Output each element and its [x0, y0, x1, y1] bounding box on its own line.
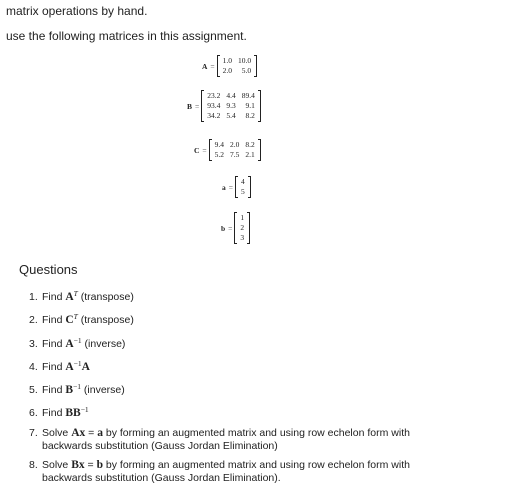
- question-number: 4.: [29, 360, 38, 373]
- math-symbol: C: [65, 314, 74, 327]
- question-number: 5.: [29, 384, 38, 397]
- equals-sign: =: [210, 61, 215, 71]
- question-3: [29, 334, 513, 351]
- matrix-a-equation: [202, 55, 257, 77]
- question-number: 1.: [29, 291, 38, 303]
- matrix-cell: 8.2: [245, 111, 255, 120]
- matrix-cell: 7.5: [230, 150, 240, 159]
- matrix-cell: 9.1: [245, 101, 255, 110]
- matrix-cell: 5.0: [241, 66, 252, 75]
- matrix-cell: 8.2: [245, 140, 255, 149]
- equals-sign: =: [228, 182, 233, 192]
- question-number: 7.: [29, 426, 38, 439]
- matrix-cell: 2: [240, 223, 245, 232]
- math-superscript: T: [73, 312, 78, 322]
- question-text: (inverse): [81, 337, 126, 350]
- question-1: [29, 287, 513, 304]
- matrix-b-equation: [187, 90, 261, 122]
- question-4: [29, 357, 513, 374]
- equals-sign: =: [85, 426, 98, 439]
- math-superscript: −1: [73, 358, 82, 368]
- math-superscript: −1: [73, 382, 81, 392]
- math-superscript: T: [73, 289, 78, 298]
- intro-line-2: use the following matrices in this assignment.: [6, 29, 247, 43]
- matrix-b-label: B: [187, 101, 193, 111]
- question-text: (transpose): [77, 291, 134, 303]
- question-text-continued: backwards substitution (Gauss Jordan Elimination).: [42, 472, 281, 485]
- question-text: Find: [42, 314, 66, 327]
- math-symbol: BB: [65, 407, 81, 420]
- matrix-c-label: C: [194, 145, 200, 155]
- matrix-cell: 1.0: [222, 56, 233, 65]
- equals-sign: =: [202, 145, 207, 155]
- matrix-cell: 93.4: [207, 101, 221, 110]
- math-symbol: A: [65, 360, 74, 373]
- math-symbol: B: [65, 384, 74, 397]
- matrix-cell: 10.0: [238, 56, 252, 65]
- question-text: by forming an augmented matrix and using row echelon form with: [102, 459, 410, 472]
- math-symbol: Bx: [71, 459, 85, 472]
- question-text: Find: [42, 407, 66, 420]
- matrix-a-label: A: [202, 61, 208, 71]
- vector-b: [234, 212, 250, 244]
- vector-a: [235, 176, 251, 198]
- question-text: Solve: [42, 459, 72, 472]
- math-superscript: −1: [80, 405, 89, 415]
- equals-sign: =: [195, 101, 200, 111]
- matrix-cell: 2.0: [230, 140, 240, 149]
- question-text: (inverse): [81, 384, 125, 397]
- question-text: Find: [42, 384, 66, 397]
- matrix-cell: 34.2: [207, 111, 221, 120]
- question-text: Find: [42, 291, 66, 303]
- matrix-cell: 9.4: [214, 140, 225, 149]
- matrix-cell: 4: [240, 177, 245, 186]
- vector-b-label: b: [221, 223, 226, 233]
- vector-a-equation: [222, 176, 251, 198]
- equals-sign: =: [228, 223, 233, 233]
- question-number: 6.: [29, 407, 38, 420]
- math-symbol: Ax: [71, 426, 86, 439]
- matrix-cell: 5.2: [214, 150, 225, 159]
- questions-heading: Questions: [19, 262, 78, 277]
- matrix-cell: 89.4: [241, 91, 255, 100]
- matrix-cell: 3: [240, 233, 245, 242]
- vector-a-label: a: [222, 182, 226, 192]
- matrix-cell: 9.3: [226, 101, 236, 110]
- math-superscript: −1: [73, 335, 82, 345]
- matrix-cell: 2.1: [245, 150, 255, 159]
- question-text: Find: [42, 360, 66, 373]
- matrix-cell: 5: [240, 187, 245, 196]
- question-text: by forming an augmented matrix and using row echelon form with: [102, 426, 410, 439]
- question-text: Solve: [42, 426, 72, 439]
- matrix-cell: 4.4: [226, 91, 236, 100]
- question-2: [29, 310, 513, 327]
- math-symbol: A: [81, 360, 90, 373]
- question-5: [29, 380, 513, 397]
- question-8: [29, 459, 513, 485]
- matrix-c: [209, 139, 261, 161]
- question-text-continued: backwards substitution (Gauss Jordan Elimination): [42, 439, 278, 452]
- matrix-cell: 2.0: [222, 66, 233, 75]
- math-symbol: a: [97, 426, 103, 439]
- equals-sign: =: [84, 459, 97, 472]
- vector-b-equation: [221, 212, 250, 244]
- question-6: [29, 403, 513, 420]
- math-symbol: A: [65, 337, 74, 350]
- question-text: Find: [42, 337, 66, 350]
- matrix-c-equation: [194, 139, 261, 161]
- matrix-b: [201, 90, 261, 122]
- matrix-cell: 5.4: [226, 111, 236, 120]
- question-number: 8.: [29, 459, 38, 472]
- question-7: [29, 427, 513, 453]
- question-number: 2.: [29, 314, 38, 327]
- matrix-cell: 1: [240, 213, 245, 222]
- matrix-a: [217, 55, 258, 77]
- math-symbol: A: [65, 291, 74, 303]
- question-text: (transpose): [77, 314, 134, 327]
- question-number: 3.: [29, 337, 38, 350]
- intro-line-1: matrix operations by hand.: [6, 4, 148, 18]
- math-symbol: b: [96, 459, 103, 472]
- questions-list: [29, 287, 513, 491]
- matrix-cell: 23.2: [207, 91, 221, 100]
